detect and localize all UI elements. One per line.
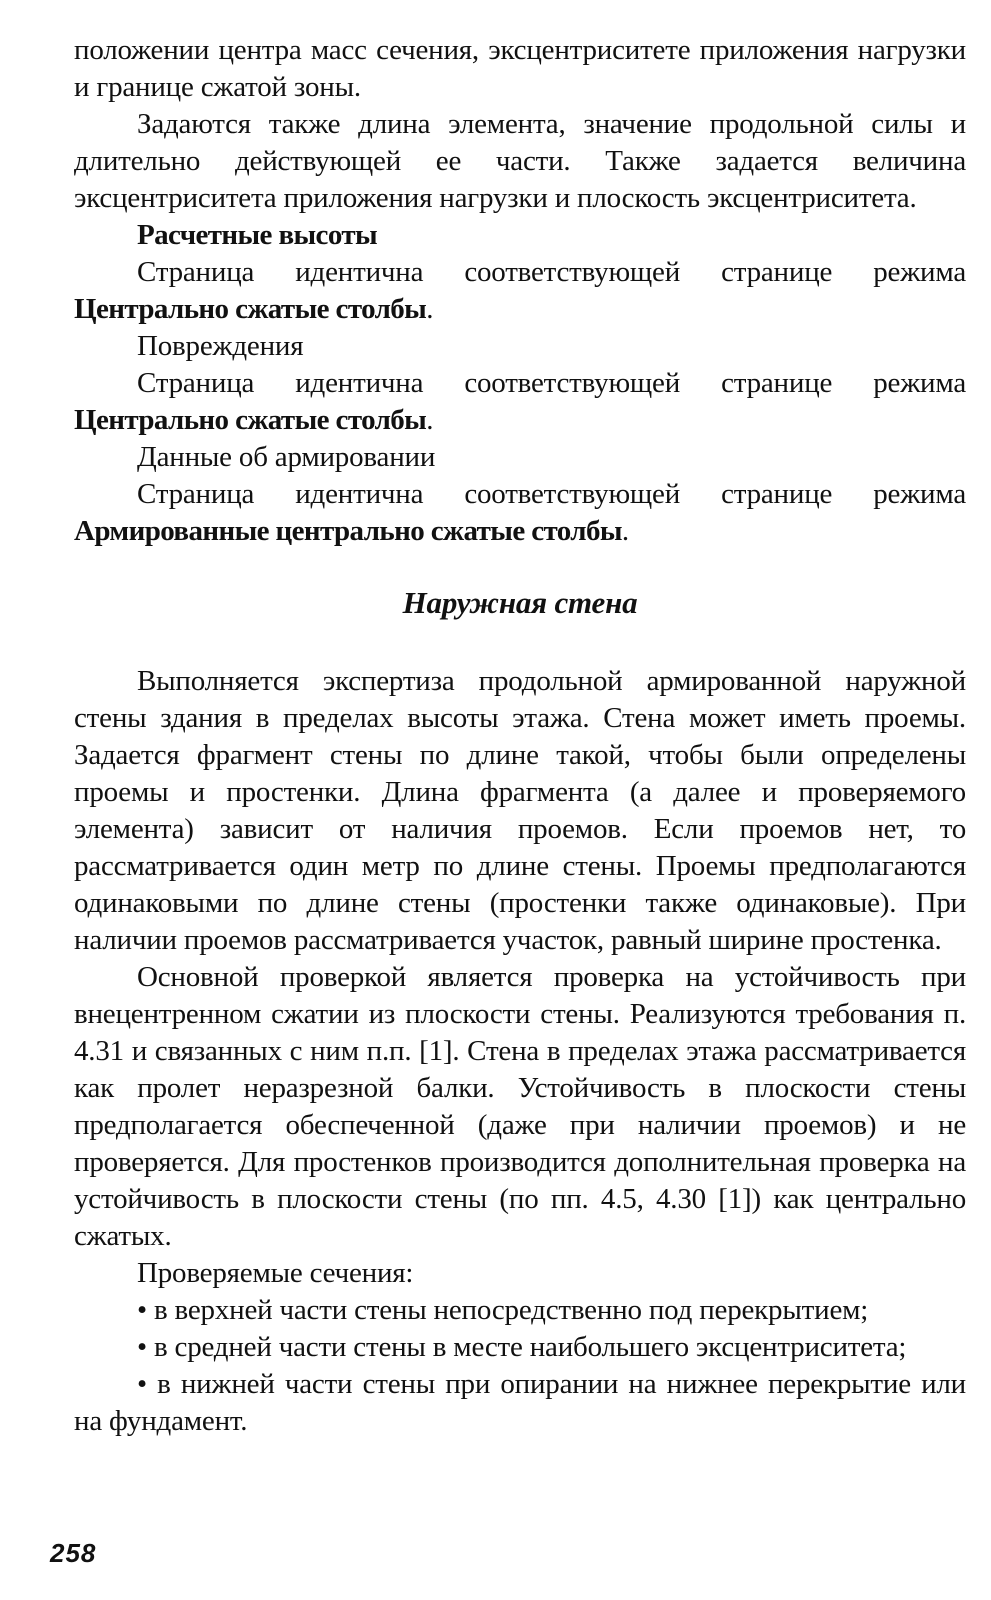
section-heading-outer-wall: Наружная стена bbox=[402, 585, 638, 620]
page-body bbox=[74, 32, 966, 1440]
paragraph-main-check: Основной проверкой является проверка на устойчивость при внецентренном сжатии из плоскости стены. Реализуются требования п. 4.31 и связанных с ним п.п. [1]. Стена в пределах этажа рассматривается как пролет неразрезной балки. Устойчивость в плоскости стены предполагается обеспеченной (даже при наличии проемов) и не проверяется. Для простенков производится дополнительная проверка на устойчивость в плоскости стены (по пп. 4.5, 4.30 [1]) как центрально сжатых. bbox=[74, 961, 966, 1252]
page-number: 258 bbox=[50, 1538, 97, 1568]
list-item: • в нижней части стены при опирании на нижнее перекрытие или на фундамент. bbox=[74, 1368, 966, 1437]
section-title-damage: Повреждения bbox=[137, 330, 304, 362]
section-text: Страница идентична соответствующей странице режима bbox=[137, 367, 966, 399]
mode-reference: Армированные центрально сжатые столбы bbox=[74, 515, 622, 547]
mode-reference: Центрально сжатые столбы bbox=[74, 293, 427, 325]
paragraph-continued: положении центра масс сечения, эксцентриситете приложения нагрузки и границе сжатой зоны. bbox=[74, 34, 966, 103]
section-text-design-heights: Страница идентична соответствующей странице режима Центрально сжатые столбы. bbox=[74, 256, 966, 325]
paragraph-outer-wall-description: Выполняется экспертиза продольной армированной наружной стены здания в пределах высоты этажа. Стена может иметь проемы. Задается фрагмент стены по длине такой, чтобы были определены проемы и простенки. Длина фрагмента (а далее и проверяемого элемента) зависит от наличия проемов. Если проемов нет, то рассматривается один метр по длине стены. Проемы предполагаются одинаковыми по длине стены (простенки также одинаковые). При наличии проемов рассматривается участок, равный ширине простенка. bbox=[74, 665, 966, 956]
section-text-reinforcement: Страница идентична соответствующей странице режима Армированные центрально сжатые столбы. bbox=[74, 478, 966, 547]
list-item: • в верхней части стены непосредственно под перекрытием; bbox=[137, 1294, 869, 1326]
section-title-reinforcement: Данные об армировании bbox=[137, 441, 436, 473]
section-text: Страница идентична соответствующей странице режима bbox=[137, 478, 966, 510]
paragraph-element-params: Задаются также длина элемента, значение продольной силы и длительно действующей ее части. Также задается величина эксцентриситета приложения нагрузки и плоскость эксцентриситета. bbox=[74, 108, 966, 214]
list-item: • в средней части стены в месте наибольшего эксцентриситета; bbox=[137, 1331, 907, 1363]
section-text-damage: Страница идентична соответствующей странице режима Центрально сжатые столбы. bbox=[74, 367, 966, 436]
mode-reference: Центрально сжатые столбы bbox=[74, 404, 427, 436]
section-title-design-heights: Расчетные высоты bbox=[137, 219, 378, 251]
list-title: Проверяемые сечения: bbox=[137, 1257, 414, 1289]
section-text: Страница идентична соответствующей странице режима bbox=[137, 256, 966, 288]
